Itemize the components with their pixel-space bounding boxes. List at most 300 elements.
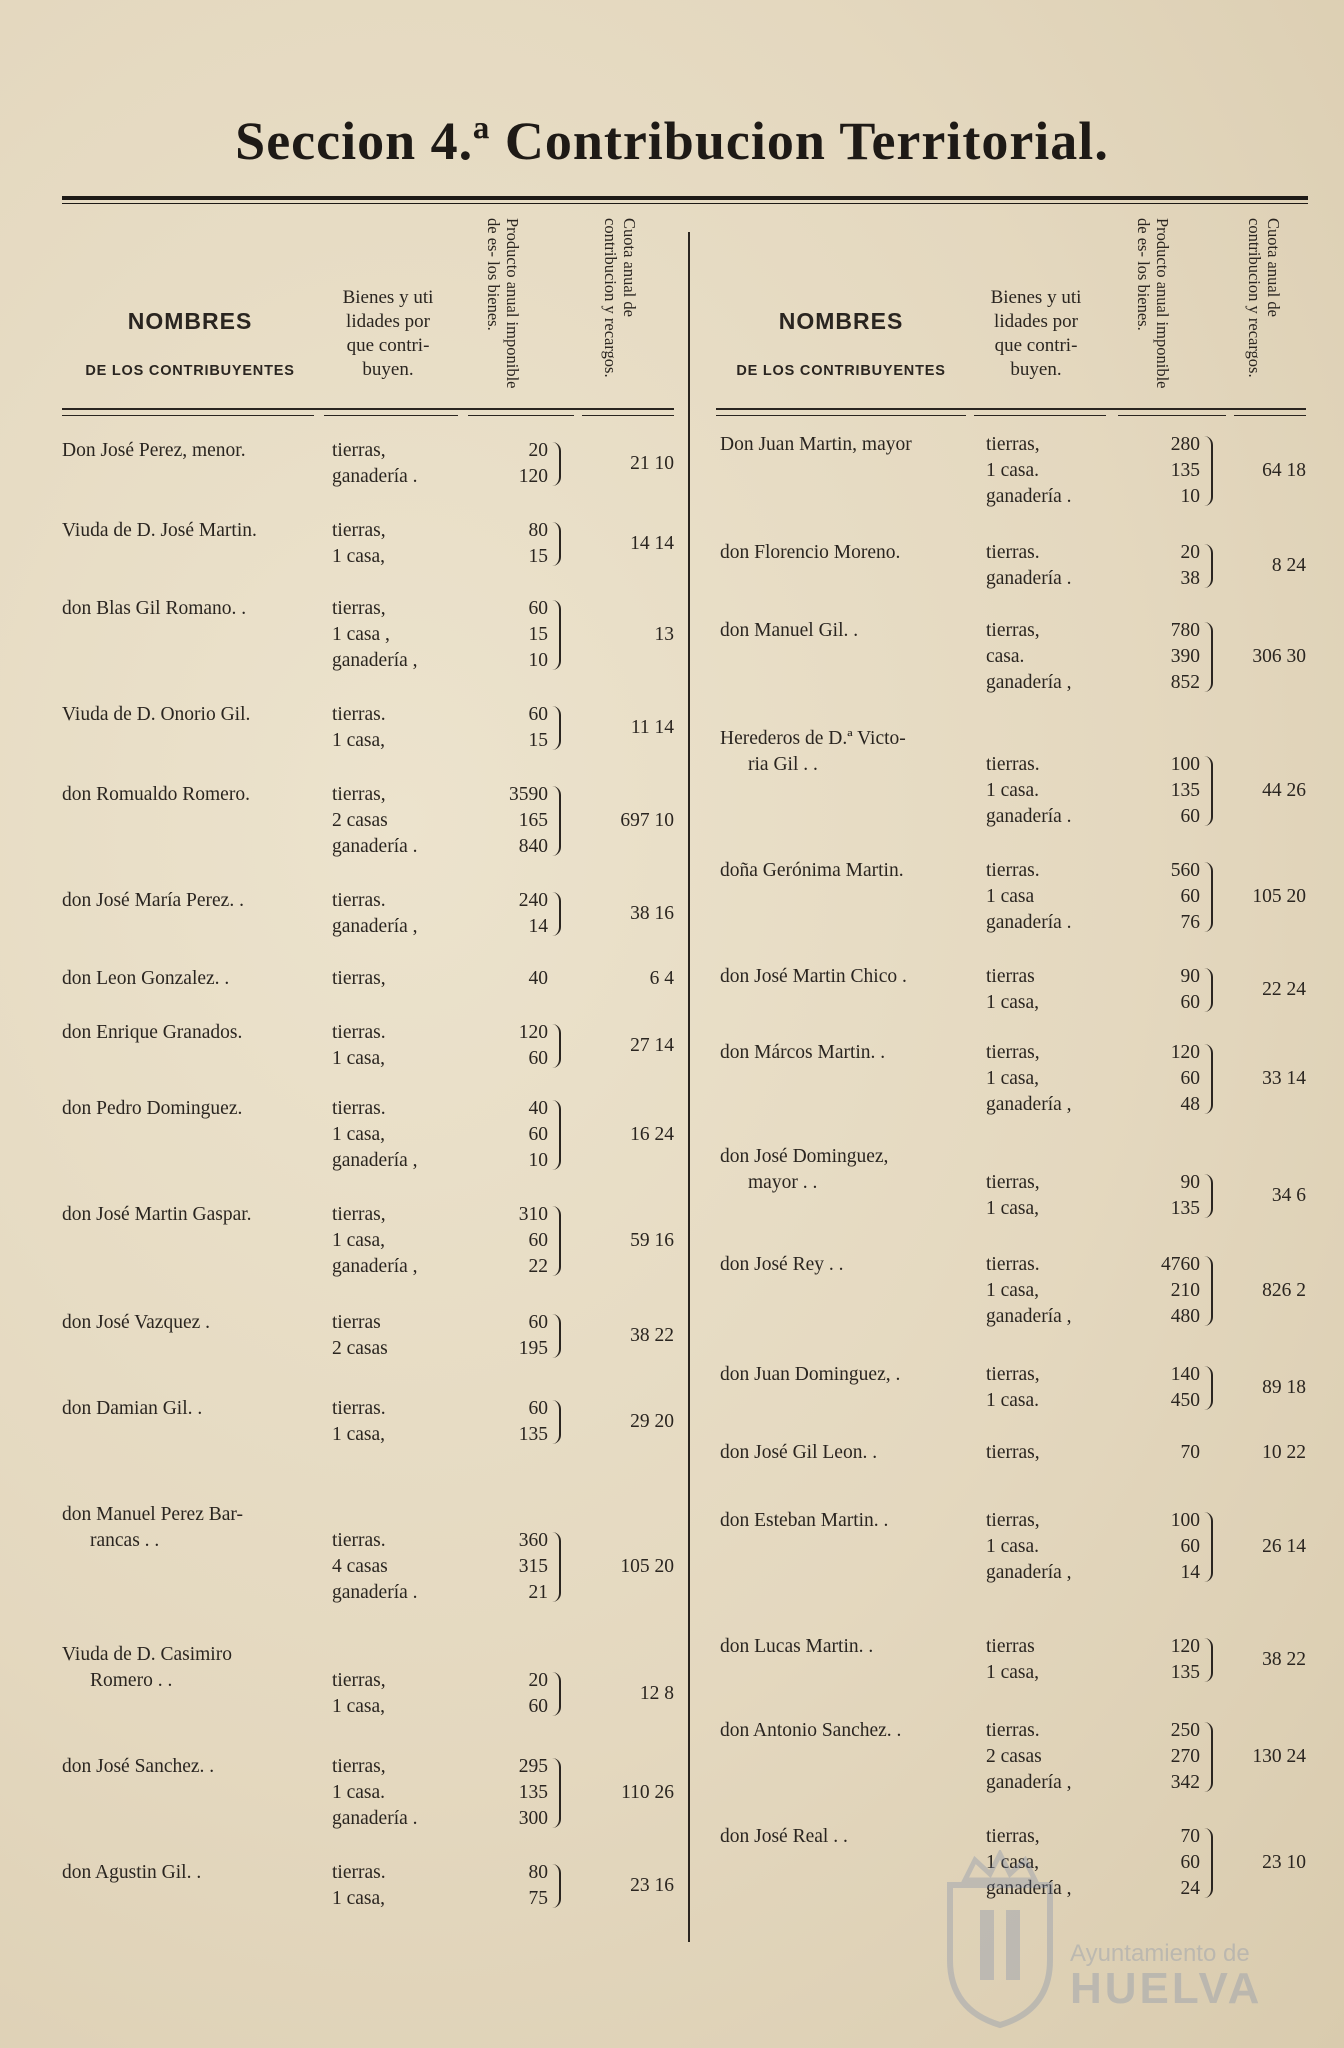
annual-quota: 29 20 — [630, 1411, 674, 1432]
header-producto: Producto anual imponible de es- los bienes. — [484, 218, 522, 389]
property-list — [332, 702, 386, 754]
property-item: 4 casas — [332, 1556, 388, 1577]
product-value: 120 — [1170, 1636, 1200, 1657]
brace — [552, 1400, 561, 1444]
product-value: 80 — [528, 520, 548, 541]
annual-quota: 26 14 — [1262, 1536, 1306, 1557]
property-item: tierras, — [332, 520, 386, 541]
property-list — [332, 1020, 386, 1072]
property-list — [332, 1396, 386, 1448]
contributor-name: don Juan Dominguez, . — [720, 1364, 901, 1385]
property-list — [986, 964, 1039, 1016]
property-item: 1 casa — [986, 886, 1035, 907]
property-item: 1 casa. — [986, 1390, 1040, 1411]
property-list — [332, 888, 418, 940]
property-list — [986, 618, 1072, 696]
product-value: 15 — [528, 730, 548, 751]
property-item: tierras, — [986, 1510, 1040, 1531]
product-values — [458, 596, 548, 674]
contributor-name: doña Gerónima Martin. — [720, 860, 904, 881]
contributor-name: don José Real . . — [720, 1826, 848, 1847]
product-value: 310 — [518, 1204, 548, 1225]
property-list — [986, 1252, 1072, 1330]
contributor-name: Viuda de D. José Martin. — [62, 520, 257, 541]
contributor-name: Herederos de D.ª Victo- ria Gil . . — [720, 728, 906, 775]
product-values — [1100, 432, 1200, 510]
product-values — [458, 1528, 548, 1606]
product-value: 90 — [1180, 1172, 1200, 1193]
product-values — [458, 1202, 548, 1280]
brace — [1204, 968, 1213, 1012]
property-item: ganadería . — [986, 568, 1072, 589]
annual-quota: 826 2 — [1262, 1280, 1306, 1301]
brace — [552, 786, 561, 856]
property-item: 2 casas — [332, 1338, 388, 1359]
annual-quota: 22 24 — [1262, 979, 1306, 1000]
product-value: 250 — [1170, 1720, 1200, 1741]
brace — [1204, 1174, 1213, 1218]
brace — [552, 1206, 561, 1276]
product-value: 10 — [528, 650, 548, 671]
property-item: 2 casas — [332, 810, 388, 831]
contributor-name: Viuda de D. Onorio Gil. — [62, 704, 251, 725]
product-value: 195 — [518, 1338, 548, 1359]
contributor-name: don José Rey . . — [720, 1254, 844, 1275]
property-list — [986, 1634, 1039, 1686]
product-value: 60 — [528, 598, 548, 619]
product-value: 14 — [1180, 1562, 1200, 1583]
product-value: 3590 — [509, 784, 548, 805]
product-values — [458, 888, 548, 940]
annual-quota: 21 10 — [630, 453, 674, 474]
property-item: tierras, — [986, 1826, 1040, 1847]
brace — [1204, 622, 1213, 692]
product-value: 140 — [1170, 1364, 1200, 1385]
product-value: 60 — [1180, 806, 1200, 827]
product-value: 21 — [528, 1582, 548, 1603]
brace — [552, 1314, 561, 1358]
coat-of-arms-icon — [935, 1850, 1065, 2030]
product-value: 20 — [1180, 542, 1200, 563]
property-item: tierras — [332, 1312, 381, 1333]
product-values — [458, 1668, 548, 1720]
brace — [552, 1864, 561, 1908]
annual-quota: 306 30 — [1252, 646, 1306, 667]
product-value: 120 — [518, 466, 548, 487]
header-names — [62, 308, 318, 379]
product-value: 76 — [1180, 912, 1200, 933]
property-item: ganadería . — [986, 486, 1072, 507]
property-item: ganadería . — [986, 912, 1072, 933]
annual-quota: 38 16 — [630, 903, 674, 924]
brace — [1204, 1256, 1213, 1326]
contributor-name: don Antonio Sanchez. . — [720, 1720, 902, 1741]
property-item: ganadería , — [332, 916, 418, 937]
product-values — [458, 438, 548, 490]
product-value: 60 — [1180, 1852, 1200, 1873]
annual-quota: 89 18 — [1262, 1377, 1306, 1398]
property-item: ganadería , — [986, 1878, 1072, 1899]
product-value: 852 — [1170, 672, 1200, 693]
property-item: ganadería , — [986, 1562, 1072, 1583]
contributor-name: Don José Perez, menor. — [62, 440, 246, 461]
product-values — [458, 1020, 548, 1072]
brace — [1204, 1638, 1213, 1682]
product-value: 10 — [528, 1150, 548, 1171]
title-rule-thin — [62, 203, 1308, 204]
property-item: tierras, — [986, 1172, 1040, 1193]
annual-quota: 6 4 — [649, 968, 674, 989]
property-item: tierras. — [986, 754, 1040, 775]
brace — [1204, 1044, 1213, 1114]
property-item: tierras, — [986, 620, 1040, 641]
product-value: 15 — [528, 624, 548, 645]
property-list — [986, 1170, 1040, 1222]
product-values — [1100, 1634, 1200, 1686]
annual-quota: 11 14 — [630, 717, 674, 738]
column-divider — [688, 232, 690, 1942]
property-item: tierras, — [332, 598, 386, 619]
property-item: casa. — [986, 646, 1025, 667]
property-item: tierras. — [986, 1720, 1040, 1741]
annual-quota: 23 16 — [630, 1875, 674, 1896]
product-value: 70 — [1180, 1826, 1200, 1847]
property-list — [332, 518, 386, 570]
product-value: 80 — [528, 1862, 548, 1883]
product-value: 135 — [1170, 1662, 1200, 1683]
property-item: 1 casa, — [332, 1124, 386, 1145]
header-names: NOMBRES DE LOS CONTRIBUYENTES — [736, 308, 946, 379]
property-item: ganadería . — [332, 1808, 418, 1829]
header-names-title: NOMBRES — [127, 308, 253, 334]
product-value: 100 — [1170, 754, 1200, 775]
contributor-name: don Márcos Martin. . — [720, 1042, 886, 1063]
product-value: 210 — [1170, 1280, 1200, 1301]
annual-quota: 10 22 — [1262, 1442, 1306, 1463]
product-values — [1100, 1252, 1200, 1330]
property-item: 1 casa, — [332, 730, 386, 751]
brace — [1204, 1512, 1213, 1582]
property-list — [332, 596, 418, 674]
product-value: 390 — [1170, 646, 1200, 667]
brace — [1204, 544, 1213, 588]
contributor-name: don Lucas Martin. . — [720, 1636, 874, 1657]
contributor-name: don Romualdo Romero. — [62, 784, 250, 805]
header-bienes: Bienes y uti lidades por que contri- buyen. — [990, 287, 1082, 380]
product-value: 342 — [1170, 1772, 1200, 1793]
contributor-name: don José María Perez. . — [62, 890, 244, 911]
property-item: tierras. — [332, 890, 386, 911]
left-table-header — [62, 212, 674, 410]
annual-quota: 13 — [654, 624, 674, 645]
product-value: 70 — [1180, 1442, 1200, 1463]
product-value: 40 — [528, 968, 548, 989]
product-value: 135 — [518, 1782, 548, 1803]
contributor-name: don Blas Gil Romano. . — [62, 598, 247, 619]
left-table — [62, 212, 674, 1909]
brace — [1204, 756, 1213, 826]
product-values — [1100, 858, 1200, 936]
product-value: 4760 — [1161, 1254, 1200, 1275]
property-item: ganadería , — [986, 672, 1072, 693]
property-item: ganadería , — [332, 1150, 418, 1171]
property-item: 1 casa. — [986, 460, 1040, 481]
property-item: 1 casa, — [332, 546, 386, 567]
property-item: tierras — [986, 966, 1035, 987]
product-value: 360 — [518, 1530, 548, 1551]
product-value: 14 — [528, 916, 548, 937]
annual-quota: 38 22 — [1262, 1649, 1306, 1670]
property-list — [986, 1508, 1072, 1586]
annual-quota: 8 24 — [1271, 555, 1306, 576]
property-list — [986, 1362, 1040, 1414]
brace — [552, 1024, 561, 1068]
annual-quota: 105 20 — [620, 1556, 674, 1577]
annual-quota: 33 14 — [1262, 1068, 1306, 1089]
contributor-name: don José Martin Gaspar. — [62, 1204, 252, 1225]
product-values — [1100, 752, 1200, 830]
brace — [552, 522, 561, 566]
product-values — [458, 1096, 548, 1174]
product-value: 135 — [1170, 460, 1200, 481]
annual-quota: 697 10 — [620, 810, 674, 831]
property-item: 1 casa, — [986, 1852, 1040, 1873]
product-values — [1100, 540, 1200, 592]
property-item: tierras, — [332, 784, 386, 805]
property-item: ganadería . — [332, 836, 418, 857]
product-value: 295 — [518, 1756, 548, 1777]
property-list — [986, 752, 1072, 830]
product-value: 60 — [1180, 1536, 1200, 1557]
ayuntamiento-huelva-watermark — [935, 1850, 1285, 2030]
property-list — [332, 966, 386, 992]
right-table-header — [716, 212, 1306, 410]
product-values — [458, 1860, 548, 1912]
product-value: 60 — [1180, 1068, 1200, 1089]
product-value: 135 — [1170, 780, 1200, 801]
property-item: ganadería . — [986, 806, 1072, 827]
product-value: 60 — [528, 1124, 548, 1145]
contributor-name: Don Juan Martin, mayor — [720, 434, 912, 455]
product-value: 280 — [1170, 434, 1200, 455]
product-value: 60 — [528, 704, 548, 725]
product-value: 120 — [1170, 1042, 1200, 1063]
brace — [1204, 1366, 1213, 1410]
product-values — [1100, 1508, 1200, 1586]
product-value: 20 — [528, 440, 548, 461]
annual-quota: 130 24 — [1252, 1746, 1306, 1767]
property-list — [986, 1440, 1040, 1466]
product-value: 60 — [528, 1312, 548, 1333]
product-value: 165 — [518, 810, 548, 831]
property-item: tierras. — [332, 1098, 386, 1119]
property-item: tierras. — [332, 1022, 386, 1043]
property-item: tierras, — [332, 1756, 386, 1777]
property-list — [332, 1528, 418, 1606]
product-value: 560 — [1170, 860, 1200, 881]
product-value: 60 — [1180, 992, 1200, 1013]
contributor-name: don Manuel Gil. . — [720, 620, 859, 641]
property-item: 1 casa, — [332, 1048, 386, 1069]
product-value: 20 — [528, 1670, 548, 1691]
product-values — [458, 966, 548, 992]
property-item: 1 casa , — [332, 624, 390, 645]
product-value: 840 — [518, 836, 548, 857]
header-cuota: Cuota anual de contribucion y recargos. — [1245, 218, 1283, 378]
contributor-name: don Enrique Granados. — [62, 1022, 243, 1043]
property-list — [332, 1860, 386, 1912]
product-value: 60 — [1180, 886, 1200, 907]
property-item: 1 casa, — [986, 992, 1040, 1013]
product-values — [458, 518, 548, 570]
property-item: tierras. — [986, 860, 1040, 881]
property-item: tierras, — [986, 1364, 1040, 1385]
watermark-line1: Ayuntamiento de — [1070, 1940, 1250, 1967]
product-values — [458, 1754, 548, 1832]
header-cuota: Cuota anual de contribucion y recargos. — [601, 218, 639, 378]
annual-quota: 38 22 — [630, 1325, 674, 1346]
product-values — [1100, 1440, 1200, 1466]
annual-quota: 44 26 — [1262, 780, 1306, 801]
property-item: 1 casa, — [986, 1198, 1040, 1219]
product-value: 135 — [518, 1424, 548, 1445]
brace — [552, 892, 561, 936]
property-list — [986, 858, 1072, 936]
property-list — [332, 1668, 386, 1720]
property-item: 1 casa. — [986, 780, 1040, 801]
property-item: tierras, — [332, 968, 386, 989]
product-value: 60 — [528, 1048, 548, 1069]
property-list — [332, 1202, 418, 1280]
product-value: 15 — [528, 546, 548, 567]
property-list — [332, 1096, 418, 1174]
product-value: 60 — [528, 1398, 548, 1419]
property-item: 1 casa. — [986, 1536, 1040, 1557]
brace — [552, 600, 561, 670]
product-values — [1100, 1718, 1200, 1796]
brace — [1204, 1722, 1213, 1792]
product-value: 450 — [1170, 1390, 1200, 1411]
product-values — [1100, 618, 1200, 696]
property-item: ganadería , — [986, 1306, 1072, 1327]
contributor-name: don José Gil Leon. . — [720, 1442, 878, 1463]
product-value: 60 — [528, 1230, 548, 1251]
property-item: tierras, — [986, 434, 1040, 455]
property-list — [332, 438, 418, 490]
property-item: 1 casa, — [986, 1662, 1040, 1683]
property-item: 1 casa, — [332, 1888, 386, 1909]
property-item: 1 casa. — [332, 1782, 386, 1803]
brace — [552, 1532, 561, 1602]
annual-quota: 14 14 — [630, 533, 674, 554]
property-item: ganadería , — [986, 1772, 1072, 1793]
product-value: 40 — [528, 1098, 548, 1119]
product-values — [458, 782, 548, 860]
brace — [552, 442, 561, 486]
property-item: 1 casa, — [332, 1696, 386, 1717]
product-values — [1100, 1040, 1200, 1118]
contributor-name: don Manuel Perez Bar- rancas . . — [62, 1504, 244, 1551]
property-item: tierras — [986, 1636, 1035, 1657]
product-value: 24 — [1180, 1878, 1200, 1899]
page-title: Seccion 4.ª Contribucion Territorial. — [235, 111, 1109, 171]
property-item: tierras. — [332, 1862, 386, 1883]
brace — [1204, 862, 1213, 932]
title-rule — [62, 196, 1308, 200]
product-value: 240 — [518, 890, 548, 911]
contributor-name: don José Vazquez . — [62, 1312, 211, 1333]
product-value: 75 — [528, 1888, 548, 1909]
contributor-name: don José Dominguez, mayor . . — [720, 1146, 889, 1193]
product-values — [1100, 1362, 1200, 1414]
brace — [552, 1672, 561, 1716]
product-value: 90 — [1180, 966, 1200, 987]
contributor-name: don José Sanchez. . — [62, 1756, 215, 1777]
property-item: tierras. — [986, 1254, 1040, 1275]
property-list — [332, 1754, 418, 1832]
header-producto: Producto anual imponible de es- los bienes. — [1134, 218, 1172, 389]
contributor-name: don Agustin Gil. . — [62, 1862, 202, 1883]
annual-quota: 23 10 — [1262, 1852, 1306, 1873]
product-value: 120 — [518, 1022, 548, 1043]
header-bienes: Bienes y uti lidades por que contri- buyen. — [342, 287, 434, 380]
property-item: tierras. — [332, 704, 386, 725]
brace — [552, 706, 561, 750]
product-value: 135 — [1170, 1198, 1200, 1219]
property-item: tierras. — [332, 1398, 386, 1419]
property-item: ganadería , — [332, 650, 418, 671]
property-list — [332, 782, 418, 860]
property-item: tierras. — [332, 1530, 386, 1551]
contributor-name: don Florencio Moreno. — [720, 542, 901, 563]
product-values — [458, 702, 548, 754]
annual-quota: 110 26 — [621, 1782, 674, 1803]
product-value: 300 — [518, 1808, 548, 1829]
product-value: 60 — [528, 1696, 548, 1717]
annual-quota: 59 16 — [630, 1230, 674, 1251]
product-value: 100 — [1170, 1510, 1200, 1531]
property-item: 1 casa, — [332, 1424, 386, 1445]
property-list — [986, 540, 1072, 592]
contributor-name: don Pedro Dominguez. — [62, 1098, 243, 1119]
property-item: 1 casa, — [986, 1068, 1040, 1089]
property-list — [986, 1040, 1072, 1118]
product-values — [458, 1396, 548, 1448]
property-item: 1 casa, — [332, 1230, 386, 1251]
property-list — [986, 432, 1072, 510]
contributor-name: don Esteban Martin. . — [720, 1510, 889, 1531]
property-item: ganadería , — [332, 1256, 418, 1277]
watermark-line2: HUELVA — [1070, 1964, 1263, 2013]
product-value: 780 — [1170, 620, 1200, 641]
product-value: 270 — [1170, 1746, 1200, 1767]
property-item: tierras. — [986, 542, 1040, 563]
product-value: 22 — [528, 1256, 548, 1277]
property-item: 1 casa, — [986, 1280, 1040, 1301]
product-value: 315 — [518, 1556, 548, 1577]
product-value: 38 — [1180, 568, 1200, 589]
contributor-name: don Leon Gonzalez. . — [62, 968, 230, 989]
brace — [552, 1100, 561, 1170]
property-item: tierras, — [332, 440, 386, 461]
contributor-name: don Damian Gil. . — [62, 1398, 203, 1419]
annual-quota: 105 20 — [1252, 886, 1306, 907]
contributor-name: don José Martin Chico . — [720, 966, 907, 987]
property-item: tierras, — [332, 1204, 386, 1225]
annual-quota: 16 24 — [630, 1124, 674, 1145]
property-item: ganadería . — [332, 466, 418, 487]
header-names-subtitle: DE LOS CONTRIBUYENTES — [85, 363, 295, 379]
